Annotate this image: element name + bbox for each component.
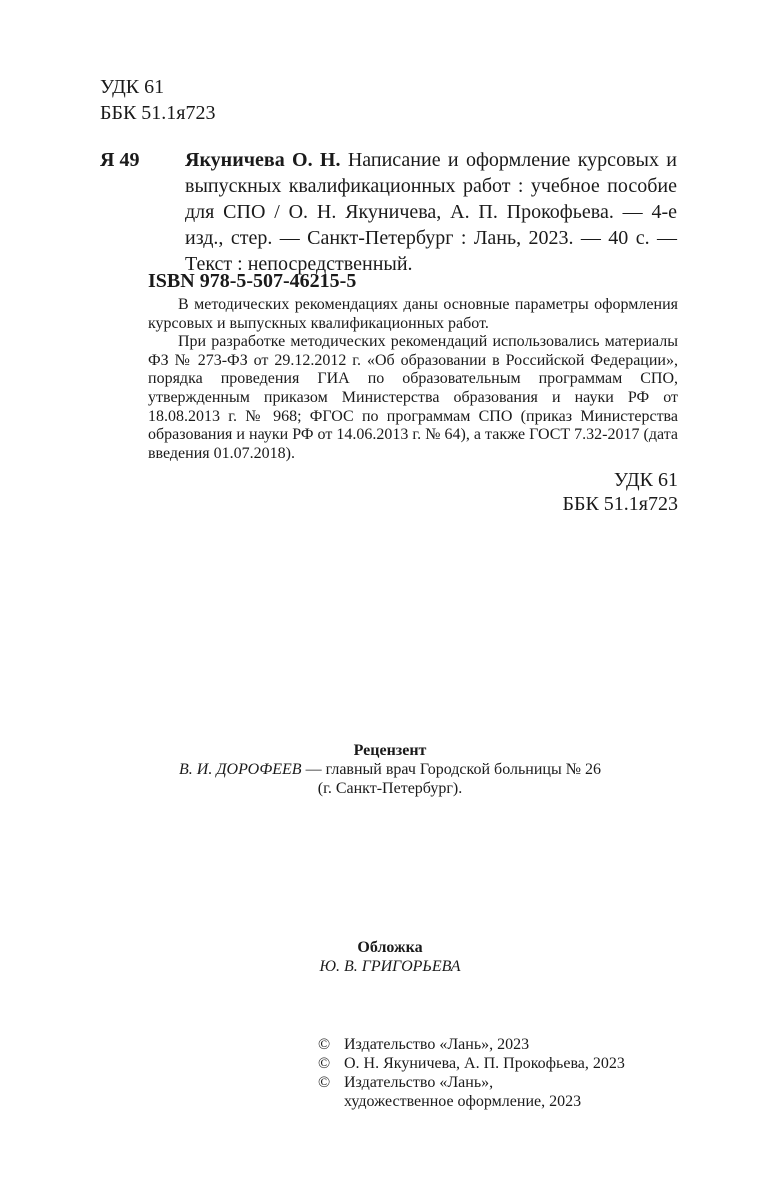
- cover-designer: Ю. В. ГРИГОРЬЕВА: [319, 958, 461, 975]
- entry-author: Якуничева О. Н.: [185, 149, 341, 171]
- author-mark: Я 49: [100, 149, 140, 171]
- copyright-line: [318, 1054, 625, 1073]
- copyright-text: Издательство «Лань», 2023: [344, 1036, 530, 1053]
- reviewer-role: — главный врач Городской больницы № 26: [301, 761, 601, 778]
- bbk-code: ББК 51.1я723: [562, 493, 678, 515]
- classification-codes-top: [100, 74, 216, 126]
- classification-codes-bottom: [562, 468, 678, 516]
- reviewer-block: [110, 741, 670, 798]
- copyright-icon: ©: [318, 1036, 331, 1053]
- reviewer-location: (г. Санкт-Петербург).: [317, 780, 463, 797]
- copyright-block: [318, 1035, 625, 1111]
- reviewer-label: Рецензент: [353, 742, 427, 759]
- copyright-text: О. Н. Якуничева, А. П. Прокофьева, 2023: [344, 1055, 625, 1072]
- reviewer-name: В. И. ДОРОФЕЕВ: [179, 761, 302, 778]
- abstract-paragraph: В методических рекомендациях даны основные параметры оформления курсовых и выпускных квалификационных работ.: [148, 296, 678, 332]
- bbk-code: ББК 51.1я723: [100, 102, 216, 124]
- cover-label: Обложка: [357, 939, 423, 956]
- cover-block: [110, 938, 670, 976]
- abstract: [148, 296, 678, 463]
- copyright-line: [318, 1073, 625, 1092]
- copyright-text-continuation: художественное оформление, 2023: [344, 1093, 582, 1110]
- isbn: ISBN 978-5-507-46215-5: [148, 270, 357, 292]
- copyright-line: [318, 1035, 625, 1054]
- udk-code: УДК 61: [100, 76, 165, 98]
- entry-description: Написание и оформление курсовых и выпускных квалификационных работ : учебное пособие для СПО / О. Н. Якуничева, А. П. Прокофьева. — 4-е изд., стер. — Санкт-Петербург : Лань, 2023. — 40 с. — Текст : непосредственный.: [185, 149, 677, 275]
- copyright-icon: ©: [318, 1055, 331, 1072]
- reviewer-line: [110, 760, 670, 779]
- copyright-icon: ©: [318, 1074, 331, 1091]
- abstract-paragraph: При разработке методических рекомендаций использовались материалы ФЗ № 273-ФЗ от 29.12.2012 г. «Об образовании в Российской Федерации», порядка проведения ГИА по образовательным программам СПО, утвержденным приказом Министерства образования и науки РФ от 18.08.2013 г. № 968; ФГОС по программам СПО (приказ Министерства образования и науки РФ от 14.06.2013 г. № 64), а также ГОСТ 7.32-2017 (дата введения 01.07.2018).: [148, 333, 678, 462]
- bibliographic-entry: [185, 147, 677, 277]
- udk-code: УДК 61: [613, 469, 678, 491]
- copyright-text: Издательство «Лань»,: [344, 1074, 494, 1091]
